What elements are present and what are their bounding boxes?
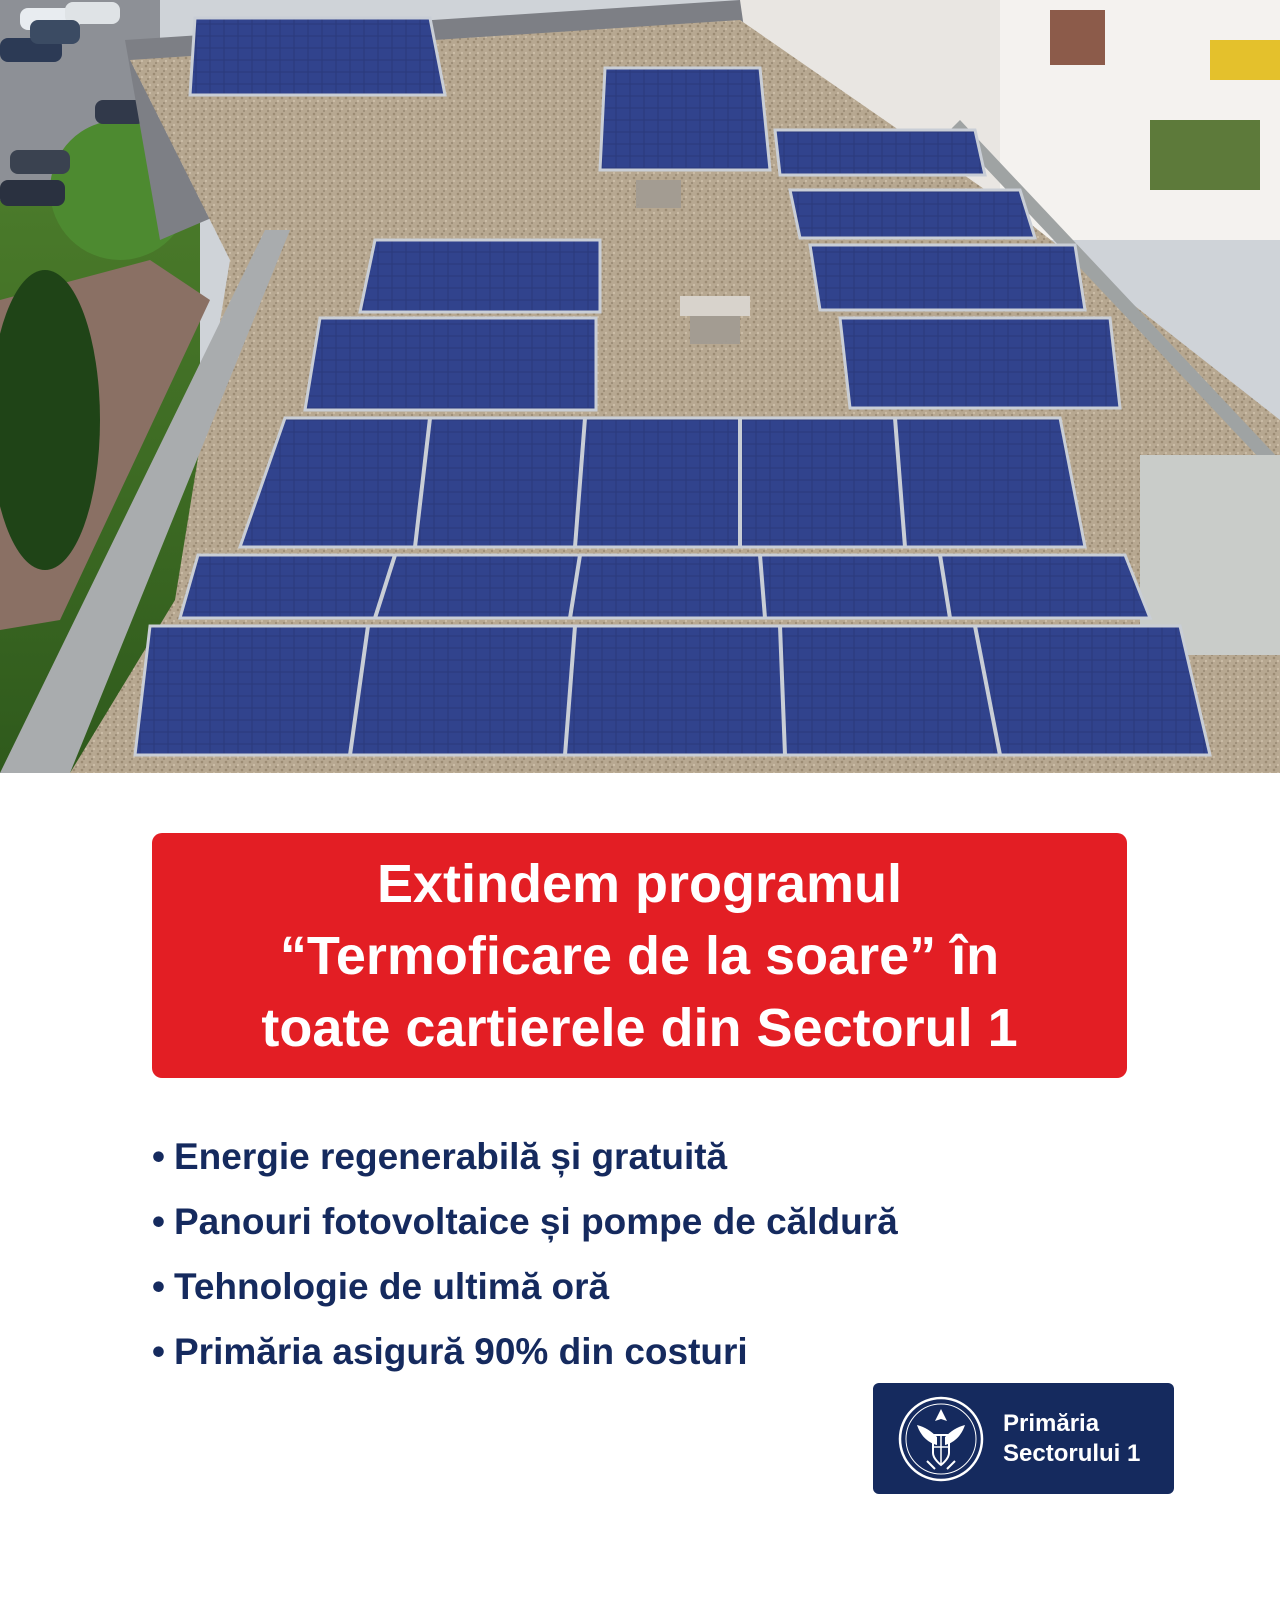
solar-panel <box>190 18 445 95</box>
bullet-text: Tehnologie de ultimă oră <box>174 1266 610 1307</box>
headline-banner <box>152 833 1127 1078</box>
headline-line-2: “Termoficare de la soare” în <box>279 925 1000 986</box>
benefits-list <box>152 1124 898 1384</box>
bullet-text: Panouri fotovoltaice și pompe de căldură <box>174 1201 898 1242</box>
bullet-text: Energie regenerabilă și gratuită <box>174 1136 728 1177</box>
solar-panel <box>135 626 1210 755</box>
bullet-text: Primăria asigură 90% din costuri <box>174 1331 748 1372</box>
bullet-icon: • <box>152 1136 165 1177</box>
primaria-logo <box>873 1383 1174 1494</box>
rooftop-solar-illustration <box>0 0 1280 773</box>
logo-line-1: Primăria <box>1003 1409 1100 1437</box>
bullet-icon: • <box>152 1201 165 1242</box>
solar-panel <box>810 245 1085 310</box>
logo-text <box>1003 1409 1140 1469</box>
bullet-icon: • <box>152 1331 165 1372</box>
headline-line-1: Extindem programul <box>376 853 903 914</box>
solar-panel <box>180 555 1150 618</box>
solar-panel <box>240 418 1085 547</box>
solar-panel <box>600 68 770 170</box>
list-item <box>152 1319 898 1384</box>
solar-panel <box>775 130 985 175</box>
list-item <box>152 1124 898 1189</box>
coat-of-arms-icon <box>897 1395 985 1483</box>
list-item <box>152 1254 898 1319</box>
solar-panel <box>305 318 596 410</box>
rooftop-solar-photo <box>0 0 1280 773</box>
solar-panel <box>790 190 1035 238</box>
list-item <box>152 1189 898 1254</box>
headline-line-3: toate cartierele din Sectorul 1 <box>261 997 1018 1058</box>
solar-panel <box>840 318 1120 408</box>
logo-line-2: Sectorului 1 <box>1003 1439 1141 1467</box>
solar-panel <box>360 240 600 312</box>
bullet-icon: • <box>152 1266 165 1307</box>
